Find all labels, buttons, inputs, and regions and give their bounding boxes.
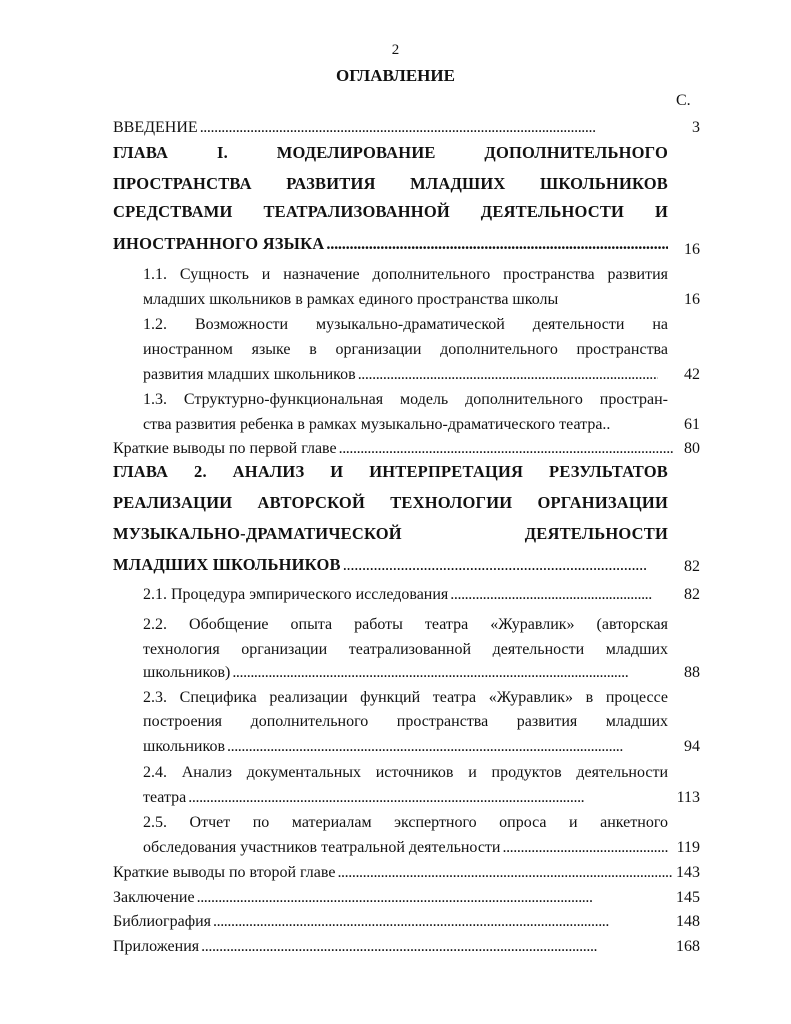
toc-entry-1-1-line[interactable]	[143, 290, 668, 310]
toc-entry-2-3-line[interactable]	[143, 737, 658, 757]
toc-entry-conclusion[interactable]	[113, 888, 668, 908]
entry-text: ГЛАВА 2. АНАЛИЗ И ИНТЕРПРЕТАЦИЯ РЕЗУЛЬТАТОВ	[113, 462, 668, 481]
toc-entry-chapter-2-line[interactable]	[113, 493, 668, 513]
entry-page: 145	[676, 889, 700, 906]
entry-text: 1.1. Сущность и назначение дополнительного пространства развития	[143, 266, 668, 283]
entry-text: ПРОСТРАНСТВА РАЗВИТИЯ МЛАДШИХ ШКОЛЬНИКОВ	[113, 174, 668, 193]
entry-page: 94	[684, 738, 700, 755]
toc-title: ОГЛАВЛЕНИЕ	[336, 66, 455, 85]
page-column-label: С.	[676, 92, 691, 109]
entry-text: 1.3. Структурно-функциональная модель дополнительного простран-	[143, 391, 668, 408]
toc-entry-2-4-line[interactable]	[143, 788, 668, 808]
toc-entry-2-3-line[interactable]	[143, 712, 668, 732]
toc-entry-2-5[interactable]	[143, 813, 668, 833]
toc-entry-chapter-2-line[interactable]	[113, 555, 648, 575]
dot-leader	[201, 937, 658, 957]
entry-text: иностранном языке в организации дополнительного пространства	[143, 341, 668, 358]
entry-text: ства развития ребенка в рамках музыкально-драматического театра..	[143, 416, 611, 433]
entry-text: ИНОСТРАННОГО ЯЗЫКА	[113, 234, 325, 253]
dot-leader	[200, 118, 668, 138]
entry-text: МЛАДШИХ ШКОЛЬНИКОВ	[113, 555, 341, 574]
entry-text: 2.1. Процедура эмпирического исследования	[143, 586, 449, 603]
entry-text: 2.4. Анализ документальных источников и продуктов деятельности	[143, 764, 668, 781]
toc-entry-2-4[interactable]	[143, 763, 668, 783]
toc-entry-2-2-line[interactable]	[143, 663, 668, 683]
dot-leader	[326, 234, 668, 254]
entry-page: 148	[676, 913, 700, 930]
entry-page: 82	[684, 558, 700, 575]
toc-entry-chapter-1[interactable]	[113, 143, 668, 163]
dot-leader	[502, 838, 668, 858]
dot-leader	[343, 555, 648, 575]
toc-entry-1-2-line[interactable]	[143, 340, 668, 360]
entry-page: 143	[676, 864, 700, 881]
entry-page: 168	[676, 938, 700, 955]
toc-entry-2-2[interactable]	[143, 615, 668, 635]
entry-page: 113	[676, 789, 700, 806]
entry-text: построения дополнительного пространства развития младших	[143, 713, 668, 730]
toc-entry-intro[interactable]	[113, 118, 668, 138]
toc-entry-1-3-line[interactable]	[143, 415, 668, 435]
entry-text: МУЗЫКАЛЬНО-ДРАМАТИЧЕСКОЙ ДЕЯТЕЛЬНОСТИ	[113, 524, 668, 543]
entry-page: 3	[692, 119, 700, 136]
dot-leader	[339, 439, 673, 459]
toc-entry-1-1[interactable]	[143, 265, 668, 285]
entry-page: 80	[684, 440, 700, 457]
toc-entry-chapter-1-line[interactable]	[113, 174, 668, 194]
entry-text: 1.2. Возможности музыкально-драматической деятельности на	[143, 316, 668, 333]
entry-page: 42	[684, 366, 700, 383]
toc-entry-2-3[interactable]	[143, 688, 668, 708]
page-number: 2	[391, 42, 400, 58]
entry-page: 16	[684, 291, 700, 308]
toc-entry-2-2-line[interactable]	[143, 640, 668, 660]
entry-text: Библиография	[113, 913, 211, 930]
entry-text: РЕАЛИЗАЦИИ АВТОРСКОЙ ТЕХНОЛОГИИ ОРГАНИЗАЦИИ	[113, 493, 668, 512]
dot-leader	[197, 888, 668, 908]
entry-text: развития младших школьников	[143, 366, 356, 383]
toc-entry-summary-2[interactable]	[113, 863, 673, 883]
entry-text: технология организации театрализованной деятельности младших	[143, 641, 668, 658]
entry-text: Краткие выводы по второй главе	[113, 864, 336, 881]
entry-text: Приложения	[113, 938, 200, 955]
dot-leader	[358, 365, 658, 385]
dot-leader	[188, 788, 668, 808]
dot-leader	[450, 585, 653, 605]
toc-entry-bibliography[interactable]	[113, 912, 668, 932]
entry-text: Заключение	[113, 889, 195, 906]
toc-entry-chapter-1-line[interactable]	[113, 234, 668, 254]
entry-text: театра	[143, 789, 187, 806]
entry-text: Краткие выводы по первой главе	[113, 440, 337, 457]
entry-page: 119	[676, 839, 700, 856]
toc-entry-1-3[interactable]	[143, 390, 668, 410]
entry-text: 2.2. Обобщение опыта работы театра «Журавлик» (авторская	[143, 616, 668, 633]
toc-entry-1-2-line[interactable]	[143, 365, 658, 385]
entry-page: 88	[684, 664, 700, 681]
dot-leader	[213, 912, 668, 932]
dot-leader	[232, 663, 668, 683]
toc-entry-2-1[interactable]	[143, 585, 653, 605]
toc-entry-2-5-line[interactable]	[143, 838, 668, 858]
toc-entry-chapter-2[interactable]	[113, 462, 668, 482]
entry-text: школьников	[143, 738, 225, 755]
toc-entry-1-2[interactable]	[143, 315, 668, 335]
toc-entry-chapter-2-line[interactable]	[113, 524, 668, 544]
entry-text: ВВЕДЕНИЕ	[113, 119, 198, 136]
entry-text: ГЛАВА I. МОДЕЛИРОВАНИЕ ДОПОЛНИТЕЛЬНОГО	[113, 143, 668, 162]
dot-leader	[227, 737, 658, 757]
entry-text: 2.3. Специфика реализации функций театра «Журавлик» в процессе	[143, 689, 668, 706]
entry-text: школьников)	[143, 664, 231, 681]
entry-text: обследования участников театральной деятельности	[143, 839, 501, 856]
entry-page: 61	[684, 416, 700, 433]
entry-text: младших школьников в рамках единого пространства школы	[143, 291, 559, 308]
entry-page: 82	[684, 586, 700, 603]
toc-entry-chapter-1-line[interactable]	[113, 202, 668, 222]
dot-leader	[337, 863, 673, 883]
toc-entry-summary-1[interactable]	[113, 439, 673, 459]
toc-entry-appendices[interactable]	[113, 937, 658, 957]
entry-text: 2.5. Отчет по материалам экспертного опроса и анкетного	[143, 814, 668, 831]
entry-text: СРЕДСТВАМИ ТЕАТРАЛИЗОВАННОЙ ДЕЯТЕЛЬНОСТИ И	[113, 202, 668, 221]
entry-page: 16	[684, 241, 700, 258]
